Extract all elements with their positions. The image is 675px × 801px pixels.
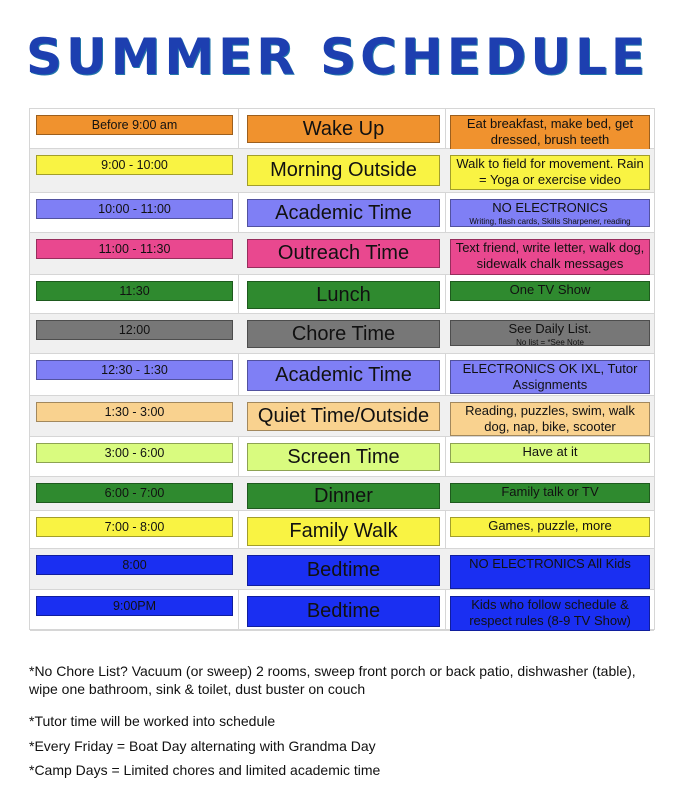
time-cell: 1:30 - 3:00 [36,402,233,422]
activity-cell: Quiet Time/Outside [247,402,440,431]
schedule-row [30,437,654,477]
activity-cell: Outreach Time [247,239,440,268]
schedule-table [29,108,655,630]
detail-text: NO ELECTRONICS [492,200,608,215]
time-cell: 8:00 [36,555,233,575]
note-friday: *Every Friday = Boat Day alternating with Grandma Day [29,738,376,754]
detail-cell [450,115,650,150]
note-chore-list: *No Chore List? Vacuum (or sweep) 2 rooms, sweep front porch or back patio, dishwasher (table), wipe one bathroom, sink & toilet, dust buster on couch [29,663,636,697]
detail-text: Walk to field for movement. Rain = Yoga or exercise video [456,156,644,187]
activity-cell: Morning Outside [247,155,440,186]
detail-cell [450,517,650,537]
time-cell: 6:00 - 7:00 [36,483,233,503]
schedule-row [30,275,654,314]
detail-text: Have at it [522,444,578,459]
schedule-row [30,314,654,354]
detail-cell [450,443,650,463]
activity-cell: Wake Up [247,115,440,143]
detail-cell [450,199,650,227]
time-cell: 10:00 - 11:00 [36,199,233,219]
activity-cell: Dinner [247,483,440,509]
activity-cell: Chore Time [247,320,440,348]
activity-cell: Academic Time [247,199,440,227]
detail-text: Reading, puzzles, swim, walk dog, nap, bike, scooter [465,403,635,434]
schedule-row [30,149,654,193]
time-cell: 3:00 - 6:00 [36,443,233,463]
schedule-row [30,396,654,437]
detail-cell [450,320,650,346]
schedule-row [30,590,654,631]
time-cell: 12:00 [36,320,233,340]
detail-subtext: Writing, flash cards, Skills Sharpener, reading [469,217,631,226]
activity-cell: Family Walk [247,517,440,546]
detail-cell [450,360,650,394]
detail-text: See Daily List. [508,321,592,336]
time-cell: 9:00 - 10:00 [36,155,233,175]
schedule-row [30,477,654,511]
detail-cell [450,596,650,631]
note-camp-days: *Camp Days = Limited chores and limited academic time [29,762,381,778]
schedule-row [30,549,654,590]
detail-cell [450,555,650,589]
time-cell: 7:00 - 8:00 [36,517,233,537]
activity-cell: Lunch [247,281,440,309]
time-cell: Before 9:00 am [36,115,233,135]
detail-text: Games, puzzle, more [488,518,612,533]
activity-cell: Screen Time [247,443,440,471]
time-cell: 11:00 - 11:30 [36,239,233,259]
activity-cell: Bedtime [247,555,440,586]
detail-text: NO ELECTRONICS All Kids [469,556,631,571]
time-cell: 9:00PM [36,596,233,616]
time-cell: 11:30 [36,281,233,301]
activity-cell: Academic Time [247,360,440,391]
detail-text: ELECTRONICS OK IXL, Tutor Assignments [462,361,638,392]
detail-subtext: No list = *See Note [516,338,584,347]
schedule-row [30,511,654,549]
schedule-row [30,354,654,396]
page-title: SUMMER SCHEDULE [25,28,649,86]
detail-cell [450,402,650,436]
activity-cell: Bedtime [247,596,440,627]
detail-cell [450,281,650,301]
detail-cell [450,483,650,503]
time-cell: 12:30 - 1:30 [36,360,233,380]
detail-cell [450,239,650,275]
detail-cell [450,155,650,190]
schedule-row [30,193,654,233]
detail-text: Text friend, write letter, walk dog, sidewalk chalk messages [455,240,645,271]
detail-text: Eat breakfast, make bed, get dressed, brush teeth [466,116,634,147]
schedule-row [30,109,654,149]
detail-text: Family talk or TV [501,484,599,499]
detail-text: Kids who follow schedule & respect rules (8-9 TV Show) [469,597,631,628]
detail-text: One TV Show [509,282,591,297]
note-tutor-time: *Tutor time will be worked into schedule [29,713,276,729]
schedule-row [30,233,654,275]
